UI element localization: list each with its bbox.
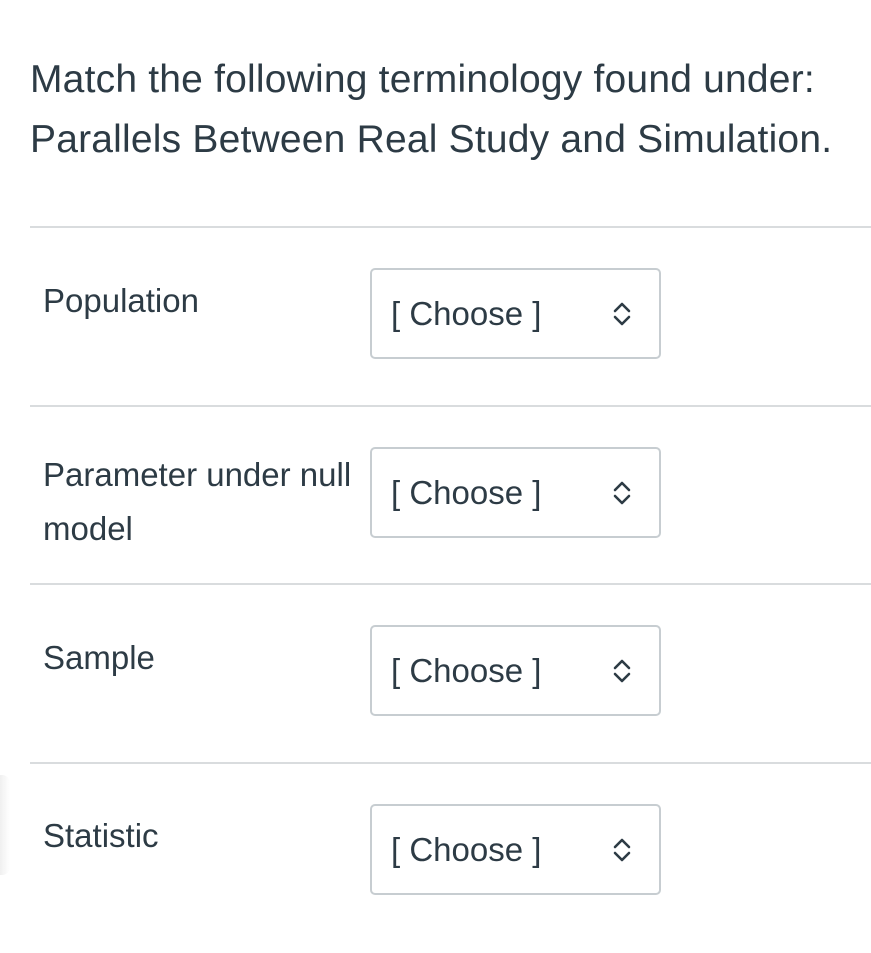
divider xyxy=(30,405,871,407)
match-term-parameter-under-null-model: Parameter under null model xyxy=(43,456,352,547)
match-select-population[interactable] xyxy=(370,268,661,359)
chevron-up-down-icon xyxy=(613,480,631,506)
chevron-up-down-icon xyxy=(613,301,631,327)
match-select-statistic[interactable] xyxy=(370,804,661,895)
match-term-statistic: Statistic xyxy=(43,817,159,854)
question-text: Match the following terminology found under: Parallels Between Real Study and Simulation. xyxy=(30,58,833,161)
match-select-parameter-under-null-model[interactable] xyxy=(370,447,661,538)
select-value: [ Choose ] xyxy=(391,830,542,868)
select-value: [ Choose ] xyxy=(391,473,542,511)
select-value: [ Choose ] xyxy=(391,651,542,689)
divider xyxy=(30,762,871,764)
chevron-up-down-icon xyxy=(613,837,631,863)
edge-shadow xyxy=(0,775,10,875)
match-term-sample: Sample xyxy=(43,639,155,676)
divider xyxy=(30,226,871,228)
divider xyxy=(30,583,871,585)
select-value: [ Choose ] xyxy=(391,294,542,332)
match-select-sample[interactable] xyxy=(370,625,661,716)
match-term-population: Population xyxy=(43,282,199,319)
chevron-up-down-icon xyxy=(613,658,631,684)
